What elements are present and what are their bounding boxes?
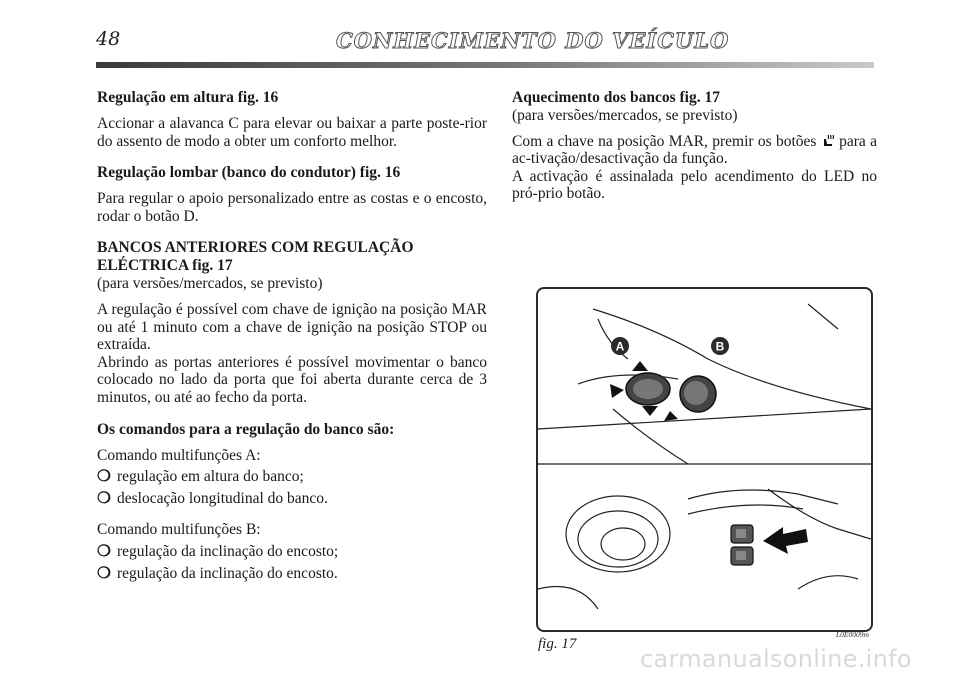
figure-caption: fig. 17 — [538, 636, 577, 652]
seat-controls-illustration — [538, 289, 871, 630]
heating-text2: A activação é assinalada pelo acendimento do LED no pró-prio botão. — [512, 167, 877, 203]
figure-code: L0E0009m — [836, 630, 869, 639]
section-height-title: Regulação em altura fig. 16 — [97, 89, 279, 106]
section-title: CONHECIMENTO DO VEÍCULO — [336, 28, 730, 53]
section-lumbar-text: Para regular o apoio personalizado entre as costas e o encosto, rodar o botão D. — [97, 190, 487, 225]
bullet-icon: ❍ — [97, 489, 111, 507]
section-height-text: Accionar a alavanca C para elevar ou baixar a parte poste-rior do assento de modo a obter um conforto melhor. — [97, 115, 487, 150]
label-a: A — [615, 339, 625, 354]
command-a-label: Comando multifunções A: — [97, 446, 261, 464]
list-item-text: deslocação longitudinal do banco. — [117, 489, 328, 507]
list-item-text: regulação em altura do banco; — [117, 468, 304, 486]
header-rule — [96, 62, 874, 68]
list-item — [97, 468, 487, 486]
section-electric-subtitle: (para versões/mercados, se previsto) — [97, 275, 323, 293]
heating-title: Aquecimento dos bancos fig. 17 — [512, 89, 720, 106]
list-item — [97, 543, 487, 561]
seat-heater-icon — [821, 134, 835, 148]
heating-subtitle: (para versões/mercados, se previsto) — [512, 107, 738, 124]
bullet-icon: ❍ — [97, 542, 111, 560]
section-controls-title: Os comandos para a regulação do banco são: — [97, 420, 395, 438]
section-electric-title-line2: ELÉCTRICA fig. 17 — [97, 257, 233, 275]
bullet-icon: ❍ — [97, 468, 111, 486]
section-lumbar-title: Regulação lombar (banco do condutor) fig. 16 — [97, 164, 401, 182]
section-electric-title-line1: BANCOS ANTERIORES COM REGULAÇÃO — [97, 239, 414, 257]
list-item-text: regulação da inclinação do encosto. — [117, 564, 338, 582]
section-electric-text2: Abrindo as portas anteriores é possível movimentar o banco colocado no lado da porta que foi aberta durante cerca de 3 minutos, ou até ao fecho da porta. — [97, 353, 487, 406]
watermark: carmanualsonline.info — [640, 645, 912, 673]
list-item — [97, 490, 487, 508]
label-b: B — [715, 339, 725, 354]
heating-text1: Com a chave na posição MAR, premir os botões para a ac-tivação/desactivação da função. — [512, 132, 877, 168]
bullet-icon: ❍ — [97, 564, 111, 582]
left-column — [97, 89, 487, 582]
pointer-arrow-icon — [763, 527, 808, 554]
list-item — [97, 565, 487, 583]
section-electric-text1: A regulação é possível com chave de ignição na posição MAR ou até 1 minuto com a chave de ignição na posição STOP ou extraída. — [97, 300, 487, 354]
page-number: 48 — [96, 28, 121, 50]
list-item-text: regulação da inclinação do encosto; — [117, 542, 339, 560]
seat-controls-figure — [536, 287, 873, 632]
right-column — [512, 89, 877, 203]
command-b-label: Comando multifunções B: — [97, 521, 261, 539]
